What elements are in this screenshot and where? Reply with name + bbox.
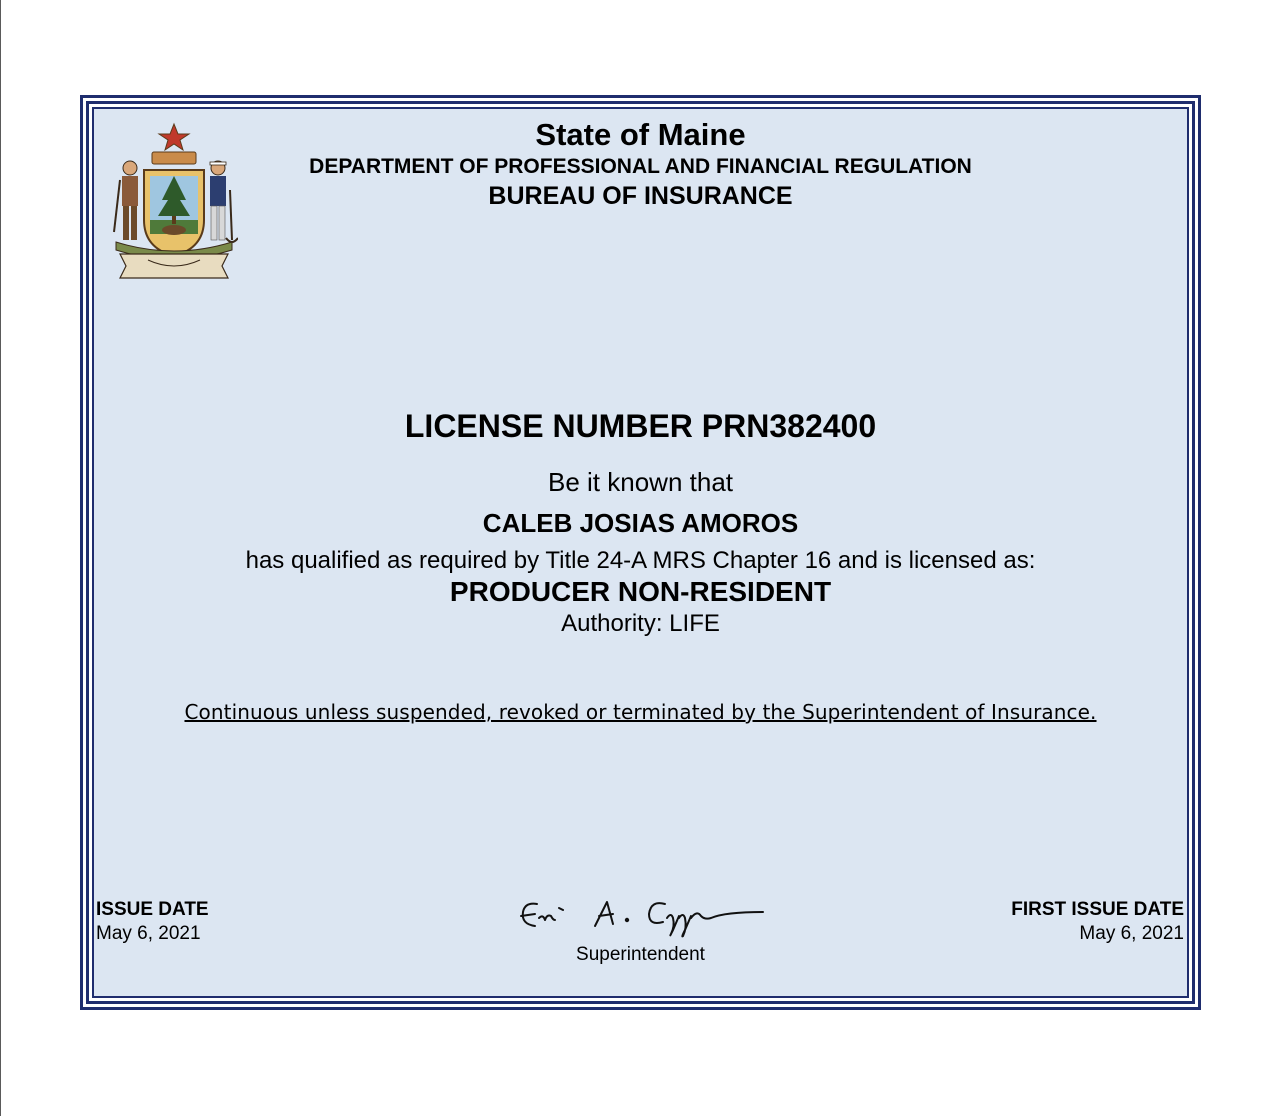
continuity-notice: Continuous unless suspended, revoked or terminated by the Superintendent of Insurance. xyxy=(184,700,1097,724)
authority-text: Authority: LIFE xyxy=(561,610,720,637)
page-edge xyxy=(0,0,1,1116)
first-issue-date-label: FIRST ISSUE DATE xyxy=(1011,899,1184,920)
license-holder-name: CALEB JOSIAS AMOROS xyxy=(482,508,799,538)
state-title: State of Maine xyxy=(535,117,746,152)
license-number: LICENSE NUMBER PRN382400 xyxy=(404,408,877,444)
superintendent-signature xyxy=(515,890,770,940)
issue-date-label: ISSUE DATE xyxy=(96,899,209,920)
qualification-text: has qualified as required by Title 24-A MRS Chapter 16 and is licensed as: xyxy=(245,547,1036,574)
first-issue-date-value: May 6, 2021 xyxy=(1079,923,1184,944)
signature-title: Superintendent xyxy=(576,944,705,965)
issue-date-value: May 6, 2021 xyxy=(96,923,201,944)
license-type: PRODUCER NON-RESIDENT xyxy=(449,576,832,607)
department-title: DEPARTMENT OF PROFESSIONAL AND FINANCIAL REGULATION xyxy=(309,155,972,178)
intro-text: Be it known that xyxy=(548,467,733,497)
bureau-title: BUREAU OF INSURANCE xyxy=(488,182,793,210)
